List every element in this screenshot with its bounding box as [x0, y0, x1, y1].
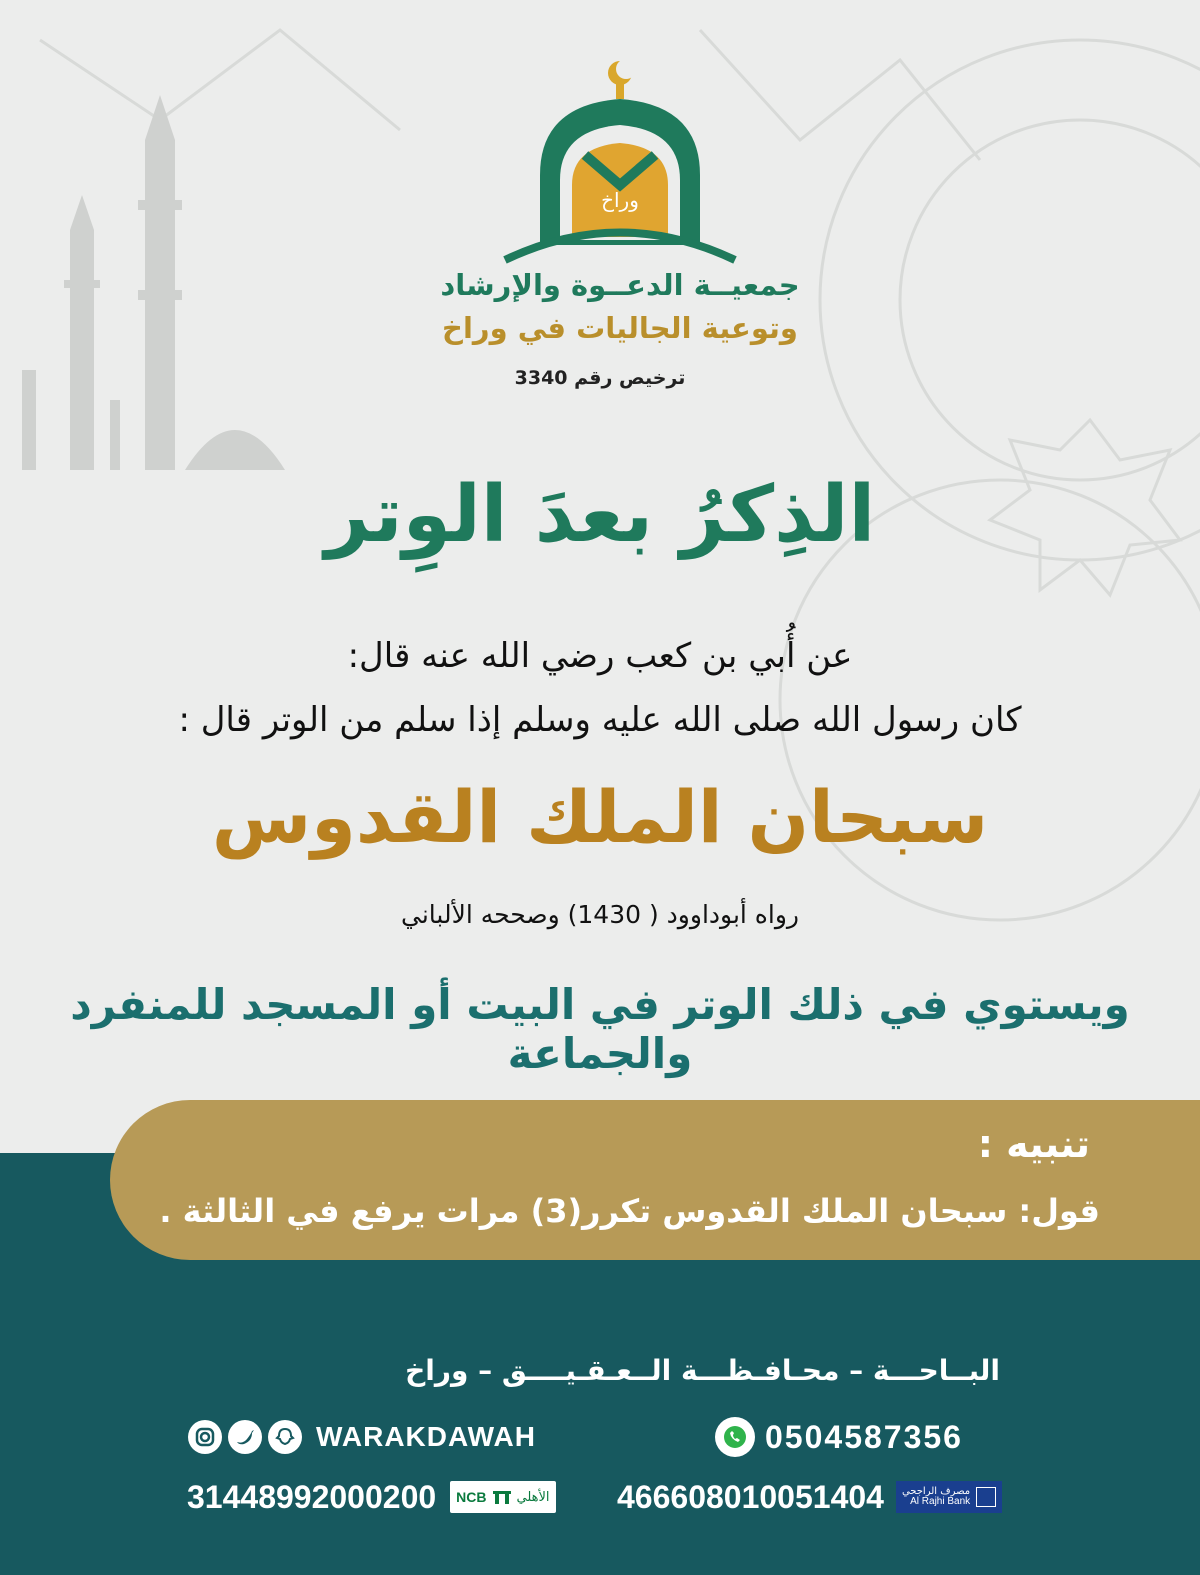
rajhi-account-number: 466608010051404: [617, 1478, 884, 1515]
phone-number[interactable]: 0504587356: [765, 1418, 963, 1455]
minarets-silhouette: [22, 95, 285, 470]
social-handle[interactable]: WARAKDAWAH: [316, 1421, 536, 1452]
narrator-text: عن أُبي بن كعب رضي الله عنه قال:: [347, 636, 853, 676]
note-title: تنبيه :: [977, 1122, 1090, 1166]
ncb-arabic-label: الأهلي: [516, 1489, 550, 1505]
snapchat-icon[interactable]: [268, 1420, 302, 1454]
whatsapp-contact: [715, 1414, 963, 1460]
rajhi-arabic-label: مصرف الراجحي: [901, 1486, 971, 1497]
twitter-icon[interactable]: [228, 1420, 262, 1454]
organization-name-line2: وتوعية الجاليات في وراخ: [442, 311, 798, 345]
ncb-account-row: [187, 1474, 556, 1520]
whatsapp-icon[interactable]: [715, 1417, 755, 1457]
address-text: البــاحـــة – محـافـظـــة الــعـقـيــــق – وراخ: [405, 1354, 1000, 1387]
svg-text:وراخ: وراخ: [601, 188, 639, 212]
dhikr-phrase: سبحان الملك القدوس: [211, 775, 989, 859]
rajhi-english-label: Al Rajhi Bank: [910, 1496, 971, 1507]
social-links: [188, 1414, 536, 1460]
instagram-icon[interactable]: [188, 1420, 222, 1454]
page-title: الذِكرُ بعدَ الوِتر: [324, 470, 876, 560]
license-number: ترخيص رقم 3340: [514, 367, 686, 389]
hadith-text: كان رسول الله صلى الله عليه وسلم إذا سلم من الوتر قال :: [178, 700, 1022, 740]
note-text: قول: سبحان الملك القدوس تكرر(3) مرات يرفع في الثالثة .: [159, 1192, 1100, 1230]
ncb-logo-icon: [450, 1481, 555, 1513]
rajhi-emblem-icon: [976, 1487, 996, 1507]
organization-name-line1: جمعيــة الدعــوة والإرشاد: [440, 268, 800, 302]
ncb-label: NCB: [456, 1489, 487, 1505]
rajhi-account-row: [617, 1474, 1002, 1520]
hadith-source: رواه أبوداوود ( 1430) وصححه الألباني: [401, 900, 799, 929]
crescent-icon: [608, 59, 636, 85]
ruling-note: ويستوي في ذلك الوتر في البيت أو المسجد للمنفرد والجماعة: [70, 980, 1130, 1078]
rajhi-logo-icon: [896, 1481, 1002, 1513]
ncb-account-number: 31448992000200: [187, 1478, 437, 1515]
organization-logo: [500, 55, 740, 270]
